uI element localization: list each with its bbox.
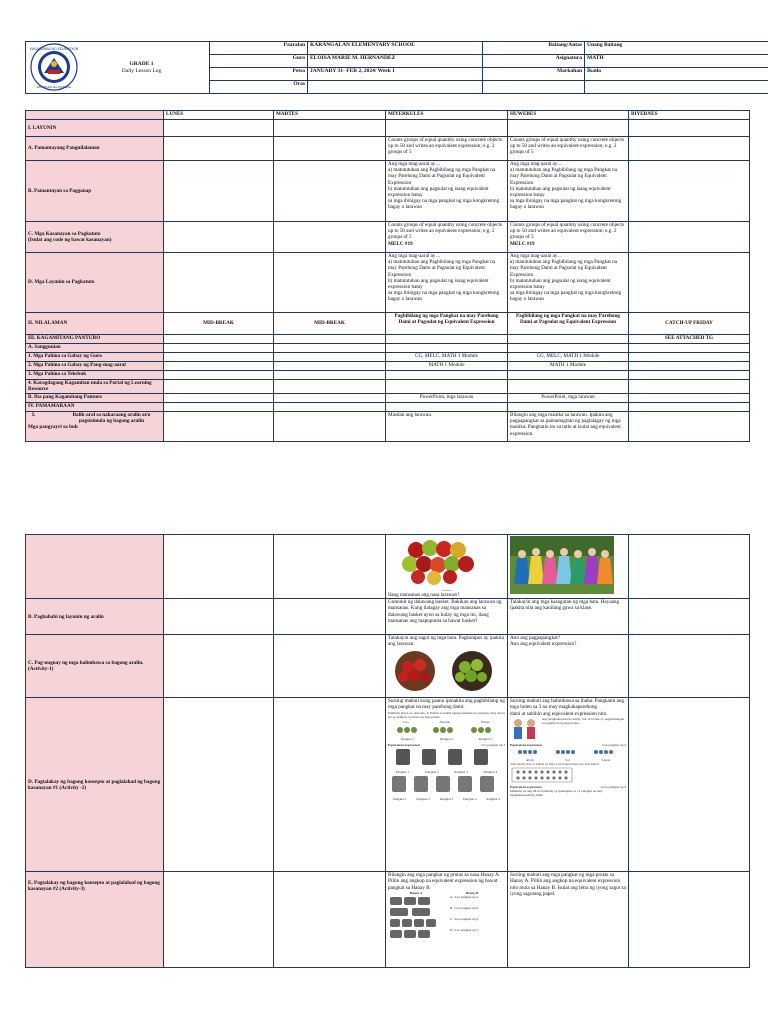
guava-eq-value: 3 na pangkat ng 3 xyxy=(480,742,505,747)
row-label-pagtalakay-1: D. Pagtalakay ng bagong konsepto at paglalahad ng bagong kasanayan #1 (Activity -2) xyxy=(26,698,164,872)
teacher-value: ELOISA MARIE M. HERNANDEZ xyxy=(308,55,483,68)
time-value xyxy=(308,81,483,94)
thu-melc-code: MELC #19 xyxy=(510,240,535,247)
date-label: Petsa xyxy=(210,68,308,81)
section-kagamitang-panturo: III. KAGAMITANG PANTURO xyxy=(26,335,164,344)
teacher-label: Guro xyxy=(210,55,308,68)
thu-gabay-guro: CG, MELC, MATH 1 Module xyxy=(508,353,629,362)
row-label-sanggunian: A. Sanggunian xyxy=(26,344,164,353)
row-label-teksbuk: 3. Mga Pahina sa Teksbuk xyxy=(26,371,164,380)
hanay-b-header: Hanay B xyxy=(465,890,479,895)
marbles-eq-value: 3 na pangkat ng 4 xyxy=(601,742,626,747)
log-type: Daily Lesson Log xyxy=(121,67,162,74)
row-label-paghahabi: B. Paghahabi ng layunin ng aralin xyxy=(26,599,164,635)
guava-group-3: Pangkat 3 xyxy=(478,736,493,741)
wed-kasanayan-text: Counts groups of equal quantity using concrete objects up to 50 and writes an equivalent expression; e.g. 2 groups of 5 xyxy=(388,222,502,241)
guava-group-1: Pangkat 1 xyxy=(400,736,415,741)
wed-pagtalakay-2-text: Bilangin ang mga pangkat ng prutas sa nasa Hanay A. Piliin ang angkop na equivalent expression ng bawat pangkat sa Hanay B. xyxy=(388,872,501,891)
day-header-martes: MARTES xyxy=(274,111,386,120)
thu-balik-aral: Bilangin ang mga manika sa larawan. Ipakita ang pagpapangkat sa pamamagitan ng paglalagay ng mga manika. Pangkatin ito sa tatlo at isulat ang equivalent expression. xyxy=(508,412,629,442)
wed-pamantayang-pangnilalaman: Counts groups of equal quantity using concrete objects up to 50 and writes an equivalent expression; e.g. 2 groups of 5 xyxy=(386,137,508,161)
guava-name-1: Leo xyxy=(403,719,409,724)
balik-aral-label: Balik-aral sa nakaraang aralin at/o pagsisimula ng bagong aralin xyxy=(72,412,151,425)
worksheet-marbles xyxy=(510,717,626,797)
marble-groups-icon xyxy=(510,747,624,757)
row-label-gabay-guro: 1. Mga Pahina sa Gabay ng Guro xyxy=(26,353,164,362)
fruit-groups-icon xyxy=(388,895,450,939)
thu-gabay-mag-aaral: MATH 1 Module xyxy=(508,362,629,371)
thu-kasanayan-text: Counts groups of equal quantity using concrete objects up to 50 and writes an equivalent expression; e.g. 2 groups of 5 xyxy=(510,222,624,241)
row-label-layunin-sa-pagkatuto: D. Mga Layunin sa Pagkatuto xyxy=(26,253,164,313)
grade-level-label: Baitang/Antas xyxy=(483,42,585,55)
wed-pamantayan-sa-pagganap: Ang mga mag-aaral ay… a) matututuhan ang Pagbibilang ng mga Pangkat na may Parehong Dami at Pagsulat ng Equivalent Expression b) matututuhan ang pagsulat ng isang equivalent expression batay sa mga ibinigay na mga pangkat ng mga kongkretong bagay o larawan xyxy=(386,161,508,222)
option-d: D. 3 na pangkat ng 5 xyxy=(450,927,479,932)
row-label-kasanayan: C. Mga Kasanayan sa Pagkatuto (Isulat ang code ng bawat kasanayan) xyxy=(26,222,164,253)
thu-pamantayan-sa-pagganap: Ang mga mag-aaral ay… a) matututuhan ang Pagbibilang ng mga Pangkat na may Parehong Dami at Pagsulat ng Equivalent Expression b) matututuhan ang pagsulat ng isang equivalent expression batay sa mga ibinigay na mga pangkat ng mga kongkretong bagay o larawan xyxy=(508,161,629,222)
marbles-eq2-value: 12 na pangkat ng 4 xyxy=(600,784,626,789)
day-header-miyerkules: MIYERKULES xyxy=(386,111,508,120)
svg-text:KAGAWARAN NG EDUKASYON: KAGAWARAN NG EDUKASYON xyxy=(30,47,78,51)
subject-value: MATH xyxy=(585,55,768,68)
hanay-b-options xyxy=(450,895,500,939)
wed-pag-uugnay xyxy=(386,635,508,698)
crayon-groups-icon xyxy=(388,774,502,796)
row-label-pagtalakay-2: E. Pagtalakay ng bagong konsepto at paglalahad ng bagong kasanayan #2 (Activity-3) xyxy=(26,872,164,968)
wed-balik-aral: Masdan ang larawan. xyxy=(386,412,508,442)
day-header-biyernes: BIYERNES xyxy=(629,111,750,120)
wed-pag-uugnay-text: Talakayin ang sagot ng mga bata. Pagkatapos ay ipakita ang larawan. xyxy=(388,635,504,648)
guava-name-2: Antonio xyxy=(439,719,451,724)
quarter-value: Ikatlo xyxy=(585,68,768,81)
apples-image xyxy=(388,536,484,588)
date-value: JANUARY 31- FEB 2, 2024/ Week 1 xyxy=(308,68,483,81)
dolls-image xyxy=(510,536,614,594)
row-label-pamantayan-sa-pagganap: B. Pamantayan sa Pagganap xyxy=(26,161,164,222)
school-value: KARANGALAN ELEMENTARY SCHOOL xyxy=(308,42,483,55)
wed-apple-cell xyxy=(386,535,508,599)
pencil-group-4: Pangkat 4 xyxy=(483,769,498,774)
row-label-gabay-mag-aaral: 2. Mga Pahina sa Gabay ng Pang-mag-aaral xyxy=(26,362,164,371)
empty-value xyxy=(585,81,768,94)
apple-baskets-image xyxy=(388,649,498,693)
row-label-balik-aral xyxy=(26,412,164,442)
guava-groups-icon xyxy=(388,724,502,736)
day-header-huwebes: HUWEBES xyxy=(508,111,629,120)
grade-cell xyxy=(26,42,210,94)
header-table xyxy=(25,41,768,94)
marbles-story: Ang magkakapatid na Alvin, Sol, at Lizzie ay nagtutulungan sa pagtitipon ng mga holen. xyxy=(542,716,625,725)
row-label-learning-resource: 4. Karagdagang Kagamitan mula sa Portal ng Learning Resource xyxy=(26,380,164,394)
worksheet-guava xyxy=(388,711,505,801)
marbles-name-1: Alvin xyxy=(525,757,534,762)
crayon-group-4: Pangkat 4 xyxy=(463,796,477,801)
thu-iba-pang-kagamitan: PowerPoint, mga larawan xyxy=(508,394,629,403)
marbles-note: Sina Alvin, Sol, at Lizzie ay may 4 na holen bawat isa. Ilan lahat? xyxy=(510,761,600,766)
thu-dolls-cell xyxy=(508,535,629,599)
thu-nilalaman: Pagbibilang ng mga Pangkat na may Parehong Dami at Pagsulat ng Equivalent Expression xyxy=(508,313,629,335)
wed-iba-pang-kagamitan: PowerPoint, mga larawan xyxy=(386,394,508,403)
crayon-group-5: Pangkat 5 xyxy=(486,796,500,801)
option-a: A. 3 na pangkat ng 4 xyxy=(450,894,479,899)
wed-gabay-guro: CG, MELC, MATH 1 Module xyxy=(386,353,508,362)
mon-nilalaman: MID-BREAK xyxy=(164,313,274,335)
balik-aral-sub: Mga pangyayri sa buh xyxy=(28,424,78,431)
fri-kagamitang-panturo: SEE ATTACHED TG xyxy=(629,335,750,344)
thu-paghahabi: Talakayin ang mga kasagutan ng mga bata. Hayaang ipakita nila ang kanilang gawa sa klase. xyxy=(508,599,629,635)
crayon-group-3: Pangkat 3 xyxy=(439,796,454,801)
wed-pagtalakay-2 xyxy=(386,872,508,968)
crayon-group-2: Pangkat 2 xyxy=(416,796,430,801)
balik-aral-num: I. xyxy=(32,412,36,418)
empty-label xyxy=(483,81,585,94)
wed-kasanayan xyxy=(386,222,508,253)
wed-gabay-mag-aaral: MATH 1 Module xyxy=(386,362,508,371)
school-label: Paaralan xyxy=(210,42,308,55)
thu-pagtalakay-1-text: Suriing mabuti ang halimbawa sa ibaba. Pangkatin ang mga holen sa 3 na may magkakaparehong dami at sabihin ang equivalent expression nito. xyxy=(510,698,625,717)
guava-group-2: Pangkat 2 xyxy=(439,736,454,741)
corner-cell xyxy=(26,111,164,120)
wed-melc-code: MELC #19 xyxy=(388,240,413,247)
thu-layunin-sa-pagkatuto: Ang mga mag-aaral ay… a) matututuhan ang Pagbibilang ng mga Pangkat na may Parehong Dami at Pagsulat ng Equivalent Expression b) matututuhan ang pagsulat ng isang equivalent expression batay sa mga ibinigay na mga pangkat ng mga kongkretong bagay o larawan xyxy=(508,253,629,313)
marbles-eq-label: Equivalent expression xyxy=(510,742,542,747)
guava-name-3: Edwin xyxy=(480,719,490,724)
lesson-table-page2 xyxy=(25,534,750,968)
tue-nilalaman: MID-BREAK xyxy=(274,313,386,335)
matching-worksheet xyxy=(388,891,500,939)
section-layunin: I. LAYUNIN xyxy=(26,120,164,137)
grade-level-value: Unang Baitang xyxy=(585,42,768,55)
marble-grid-icon xyxy=(510,766,624,784)
row-label-pag-uugnay: C. Pag-uugnay ng mga halimbawa sa bagong aralin. (Activity-1) xyxy=(26,635,164,698)
pencil-group-1: Pangkat 1 xyxy=(395,769,410,774)
thu-pagtalakay-2: Suriing mabuti ang mga pangkat ng mga prutas sa Hanay A. Piliin ang angkop na equivalent expression nito mula sa Hanay B. Isulat ang letra ng iyong sagot sa iyong sagutang papel. xyxy=(508,872,629,968)
day-header-lunes: LUNES xyxy=(164,111,274,120)
pencil-group-3: Pangkat 3 xyxy=(454,769,468,774)
section-pamamaraan: IV. PAMAMARAAN xyxy=(26,403,164,412)
svg-text:REPUBLIKA NG PILIPINAS: REPUBLIKA NG PILIPINAS xyxy=(36,85,72,89)
pencil-groups-icon xyxy=(388,747,502,769)
crayon-group-1: Pangkat 1 xyxy=(392,796,407,801)
wed-paghahabi: Gumuhit ng dalawang basket. Bakikan ang larawan ng mansanas. Kung ilalagay ang mga mansanas sa dalawang basket ayon sa kulay ng mga ito, ilang mansanas ang mapupunta sa bawat basket? xyxy=(386,599,508,635)
wed-pagtalakay-1 xyxy=(386,698,508,872)
pencil-group-2: Pangkat 2 xyxy=(425,769,439,774)
apples-caption: Mansanas xyxy=(441,589,452,592)
quarter-label: Markahan xyxy=(483,68,585,81)
apple-question: Ilang mansanas ang nasa larawan? xyxy=(388,592,460,598)
grade-label: GRADE 1 xyxy=(129,60,154,67)
guava-intro: Pumunta sina Leo, Antonio, at Edwin sa bukid upang mamitas ng bayabas. Ang bawat isa ay kahitaw ng maso ng mga prutas. xyxy=(388,710,505,719)
marbles-name-3: Lizzie xyxy=(601,757,611,762)
guava-eq-label: Equivalent expression xyxy=(388,742,420,747)
row-label-pamantayang-pangnilalaman: A. Pamantayang Pangnilalaman xyxy=(26,137,164,161)
subject-label: Asignatura xyxy=(483,55,585,68)
row-label-iba-pang-kagamitan: B. Iba pang Kagamitang Panturo xyxy=(26,394,164,403)
marbles-eq2-label: Equivalent expression xyxy=(510,784,542,789)
hanay-a-header: Hanay A xyxy=(409,890,423,895)
lesson-table-page1 xyxy=(25,110,750,442)
thu-pagtalakay-1 xyxy=(508,698,629,872)
marbles-name-2: Sol xyxy=(565,757,570,762)
wed-pagtalakay-1-text: Suriing mabuti kung paano ipinakita ang pagbibilang ng mga pangkat na may parehong dami. xyxy=(388,698,505,711)
fri-nilalaman: CATCH-UP FRIDAY xyxy=(629,313,750,335)
kids-icon xyxy=(510,717,540,743)
section-nilalaman: II. NILALAMAN xyxy=(26,313,164,335)
thu-kasanayan xyxy=(508,222,629,253)
thu-pag-uugnay: Ano ang pagpapangkat? Ano ang equivalent expression? xyxy=(508,635,629,698)
wed-layunin-sa-pagkatuto: Ang mga mag-aaral ay… a) matututuhan ang Pagbibilang ng mga Pangkat na may Parehong Dami at Pagsulat ng Equivalent Expression b) matututuhan ang pagsulat ng isang equivalent expression batay sa mga ibinigay na mga pangkat ng mga kongkretong bagay o larawan xyxy=(386,253,508,313)
marbles-foot: Makikita na ang 48 na ibibilang ay ipinangkat sa 12 pangkat na may magkakaparehong dami. xyxy=(510,788,603,797)
wed-nilalaman: Pagbibilang ng mga Pangkat na may Parehong Dami at Pagsulat ng Equivalent Expression xyxy=(386,313,508,335)
thu-pamantayang-pangnilalaman: Counts groups of equal quantity using concrete objects up to 50 and writes an equivalent expression; e.g. 2 groups of 5 xyxy=(508,137,629,161)
option-b: B. 2 na pangkat ng 6 xyxy=(450,905,479,910)
time-label: Oras xyxy=(210,81,308,94)
option-c: C. 4 na pangkat ng 6 xyxy=(450,916,479,921)
